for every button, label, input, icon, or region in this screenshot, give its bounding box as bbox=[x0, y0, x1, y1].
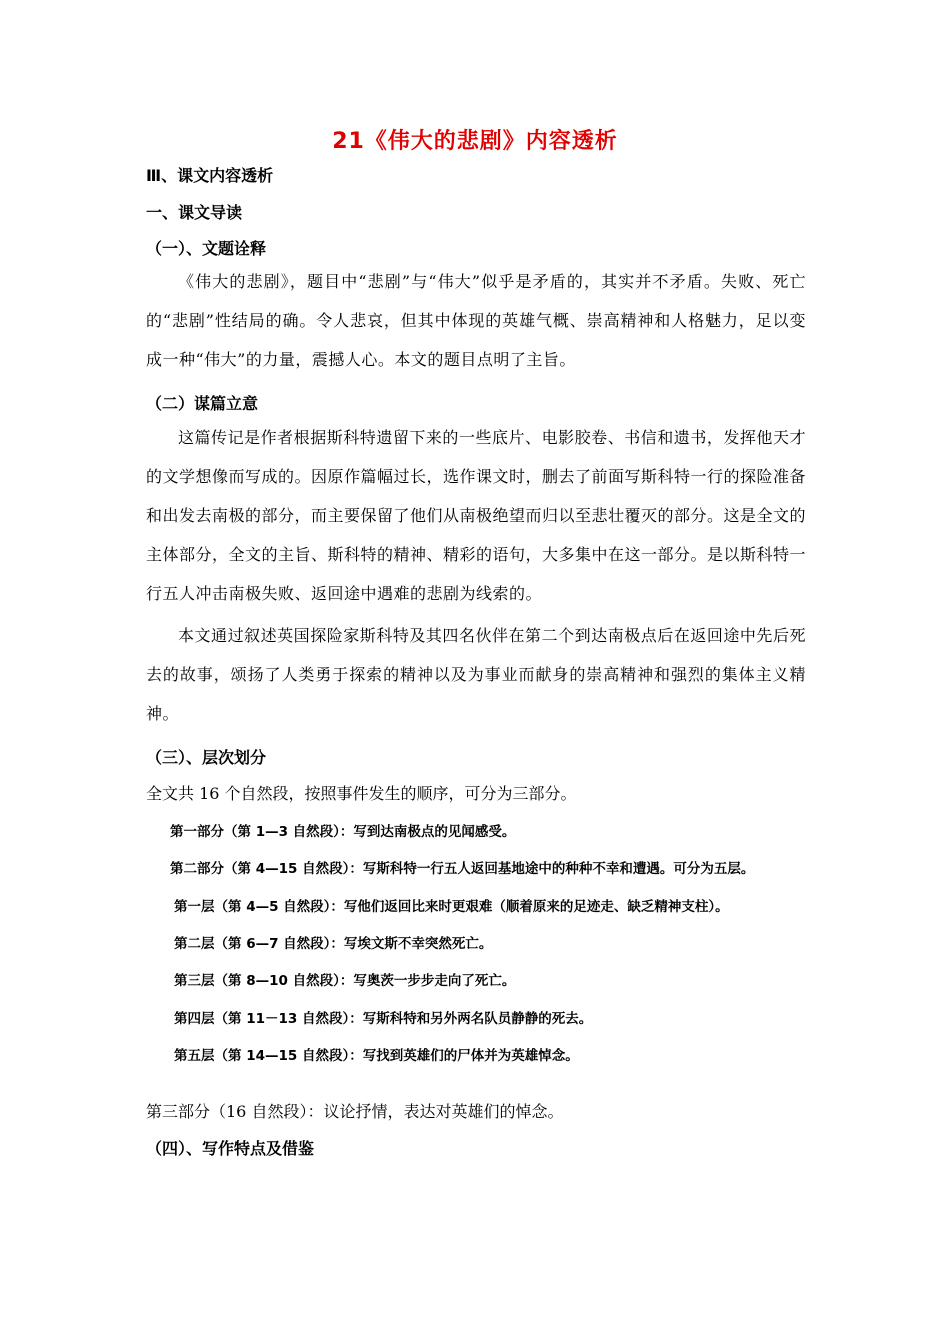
paragraph-theme: 本文通过叙述英国探险家斯科特及其四名伙伴在第二个到达南极点后在返回途中先后死去的故事，颂扬了人类勇于探索的精神以及为事业而献身的崇高精神和强烈的集体主义精神。 bbox=[146, 626, 806, 723]
part-three-line: 第三部分（16 自然段）：议论抒情，表达对英雄们的悼念。 bbox=[146, 1102, 564, 1121]
subheading-layers: （三）、层次划分 bbox=[146, 748, 267, 767]
paragraph-structure-intent: 这篇传记是作者根据斯科特遗留下来的一些底片、电影胶卷、书信和遗书，发挥他天才的文学想像而写成的。因原作篇幅过长，选作课文时，删去了前面写斯科特一行的探险准备和出发去南极的部分，而主要保留了他们从南极绝望而归以至悲壮覆灭的部分。这是全文的主体部分，全文的主旨、斯科特的精神、精彩的语句，大多集中在这一部分。是以斯科特一行五人冲击南极失败、返回途中遇难的悲剧为线索的。 bbox=[146, 428, 807, 603]
outline-item: 第四层（第 11－13 自然段）：写斯科特和另外两名队员静静的死去。 bbox=[174, 1011, 593, 1027]
subheading-title-explanation: （一）、文题诠释 bbox=[146, 239, 267, 258]
page-title: 21《伟大的悲剧》内容透析 bbox=[332, 129, 618, 154]
outline-item: 第一层（第 4—5 自然段）：写他们返回比来时更艰难（顺着原来的足迹走、缺乏精神支柱）。 bbox=[174, 899, 729, 915]
outline-item: 第三层（第 8—10 自然段）：写奥茨一步步走向了死亡。 bbox=[174, 973, 516, 989]
layers-intro: 全文共 16 个自然段，按照事件发生的顺序，可分为三部分。 bbox=[146, 784, 577, 803]
subheading-writing-features: （四）、写作特点及借鉴 bbox=[146, 1139, 315, 1158]
outline-item: 第二部分（第 4—15 自然段）：写斯科特一行五人返回基地途中的种种不幸和遭遇。可分为五层。 bbox=[170, 861, 755, 877]
outline-item: 第五层（第 14—15 自然段）：写找到英雄们的尸体并为英雄悼念。 bbox=[174, 1048, 579, 1064]
outline-item: 第一部分（第 1—3 自然段）：写到达南极点的见闻感受。 bbox=[170, 824, 516, 840]
subheading-structure-intent: （二）谋篇立意 bbox=[146, 394, 259, 413]
paragraph-title-explanation: 《伟大的悲剧》，题目中“悲剧”与“伟大”似乎是矛盾的，其实并不矛盾。失败、死亡的“悲剧”性结局的确。令人悲哀，但其中体现的英雄气概、崇高精神和人格魅力，足以变成一种“伟大”的力量，震撼人心。本文的题目点明了主旨。 bbox=[146, 272, 806, 369]
section-heading-guide: 一、课文导读 bbox=[146, 203, 243, 222]
outline-item: 第二层（第 6—7 自然段）：写埃文斯不幸突然死亡。 bbox=[174, 936, 493, 952]
section-heading-main: Ⅲ、课文内容透析 bbox=[146, 166, 274, 185]
